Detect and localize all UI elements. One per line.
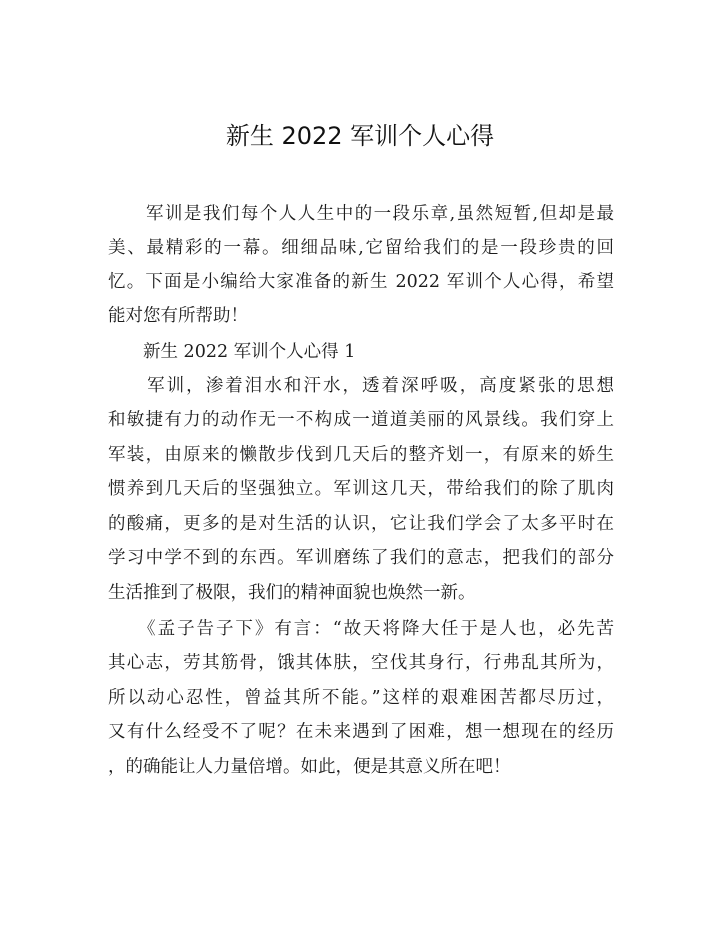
paragraph-line: 生活推到了极限，我们的精神面貌也焕然一新。 [108, 583, 476, 603]
paragraph-line: 和敏捷有力的动作无一不构成一道道美丽的风景线。我们穿上 [108, 410, 614, 430]
paragraph-line: 忆。下面是小编给大家准备的新生 2022 军训个人心得，希望 [108, 272, 614, 292]
paragraph-line: 所以动心忍性，曾益其所不能。”这样的艰难困苦都尽历过， [108, 688, 614, 708]
paragraph-line: 《孟子告子下》有言：“故天将降大任于是人也，必先苦 [108, 619, 614, 639]
paragraph-line: 学习中学不到的东西。军训磨练了我们的意志，把我们的部分 [108, 548, 614, 568]
paragraph-line: 军装，由原来的懒散步伐到几天后的整齐划一，有原来的娇生 [108, 445, 614, 465]
paragraph-line: 美、最精彩的一幕。细细品味,它留给我们的是一段珍贵的回 [108, 238, 614, 258]
section-heading: 新生 2022 军训个人心得 1 [108, 342, 356, 362]
paragraph-line: ，的确能让人力量倍增。如此，便是其意义所在吧！ [108, 757, 511, 777]
paragraph-line: 军训，渗着泪水和汗水，透着深呼吸，高度紧张的思想 [108, 376, 614, 396]
paragraph-line: 又有什么经受不了呢？在未来遇到了困难，想一想现在的经历 [108, 722, 614, 742]
paragraph-line: 惯养到几天后的坚强独立。军训这几天，带给我们的除了肌肉 [108, 479, 614, 499]
document-title: 新生 2022 军训个人心得 [225, 122, 495, 150]
paragraph-line: 其心志，劳其筋骨，饿其体肤，空伐其身行，行弗乱其所为， [108, 653, 614, 673]
paragraph-line: 的酸痛，更多的是对生活的认识，它让我们学会了太多平时在 [108, 514, 614, 534]
paragraph-line: 军训是我们每个人人生中的一段乐章,虽然短暂,但却是最 [108, 204, 614, 224]
paragraph-line: 能对您有所帮助！ [108, 306, 248, 326]
